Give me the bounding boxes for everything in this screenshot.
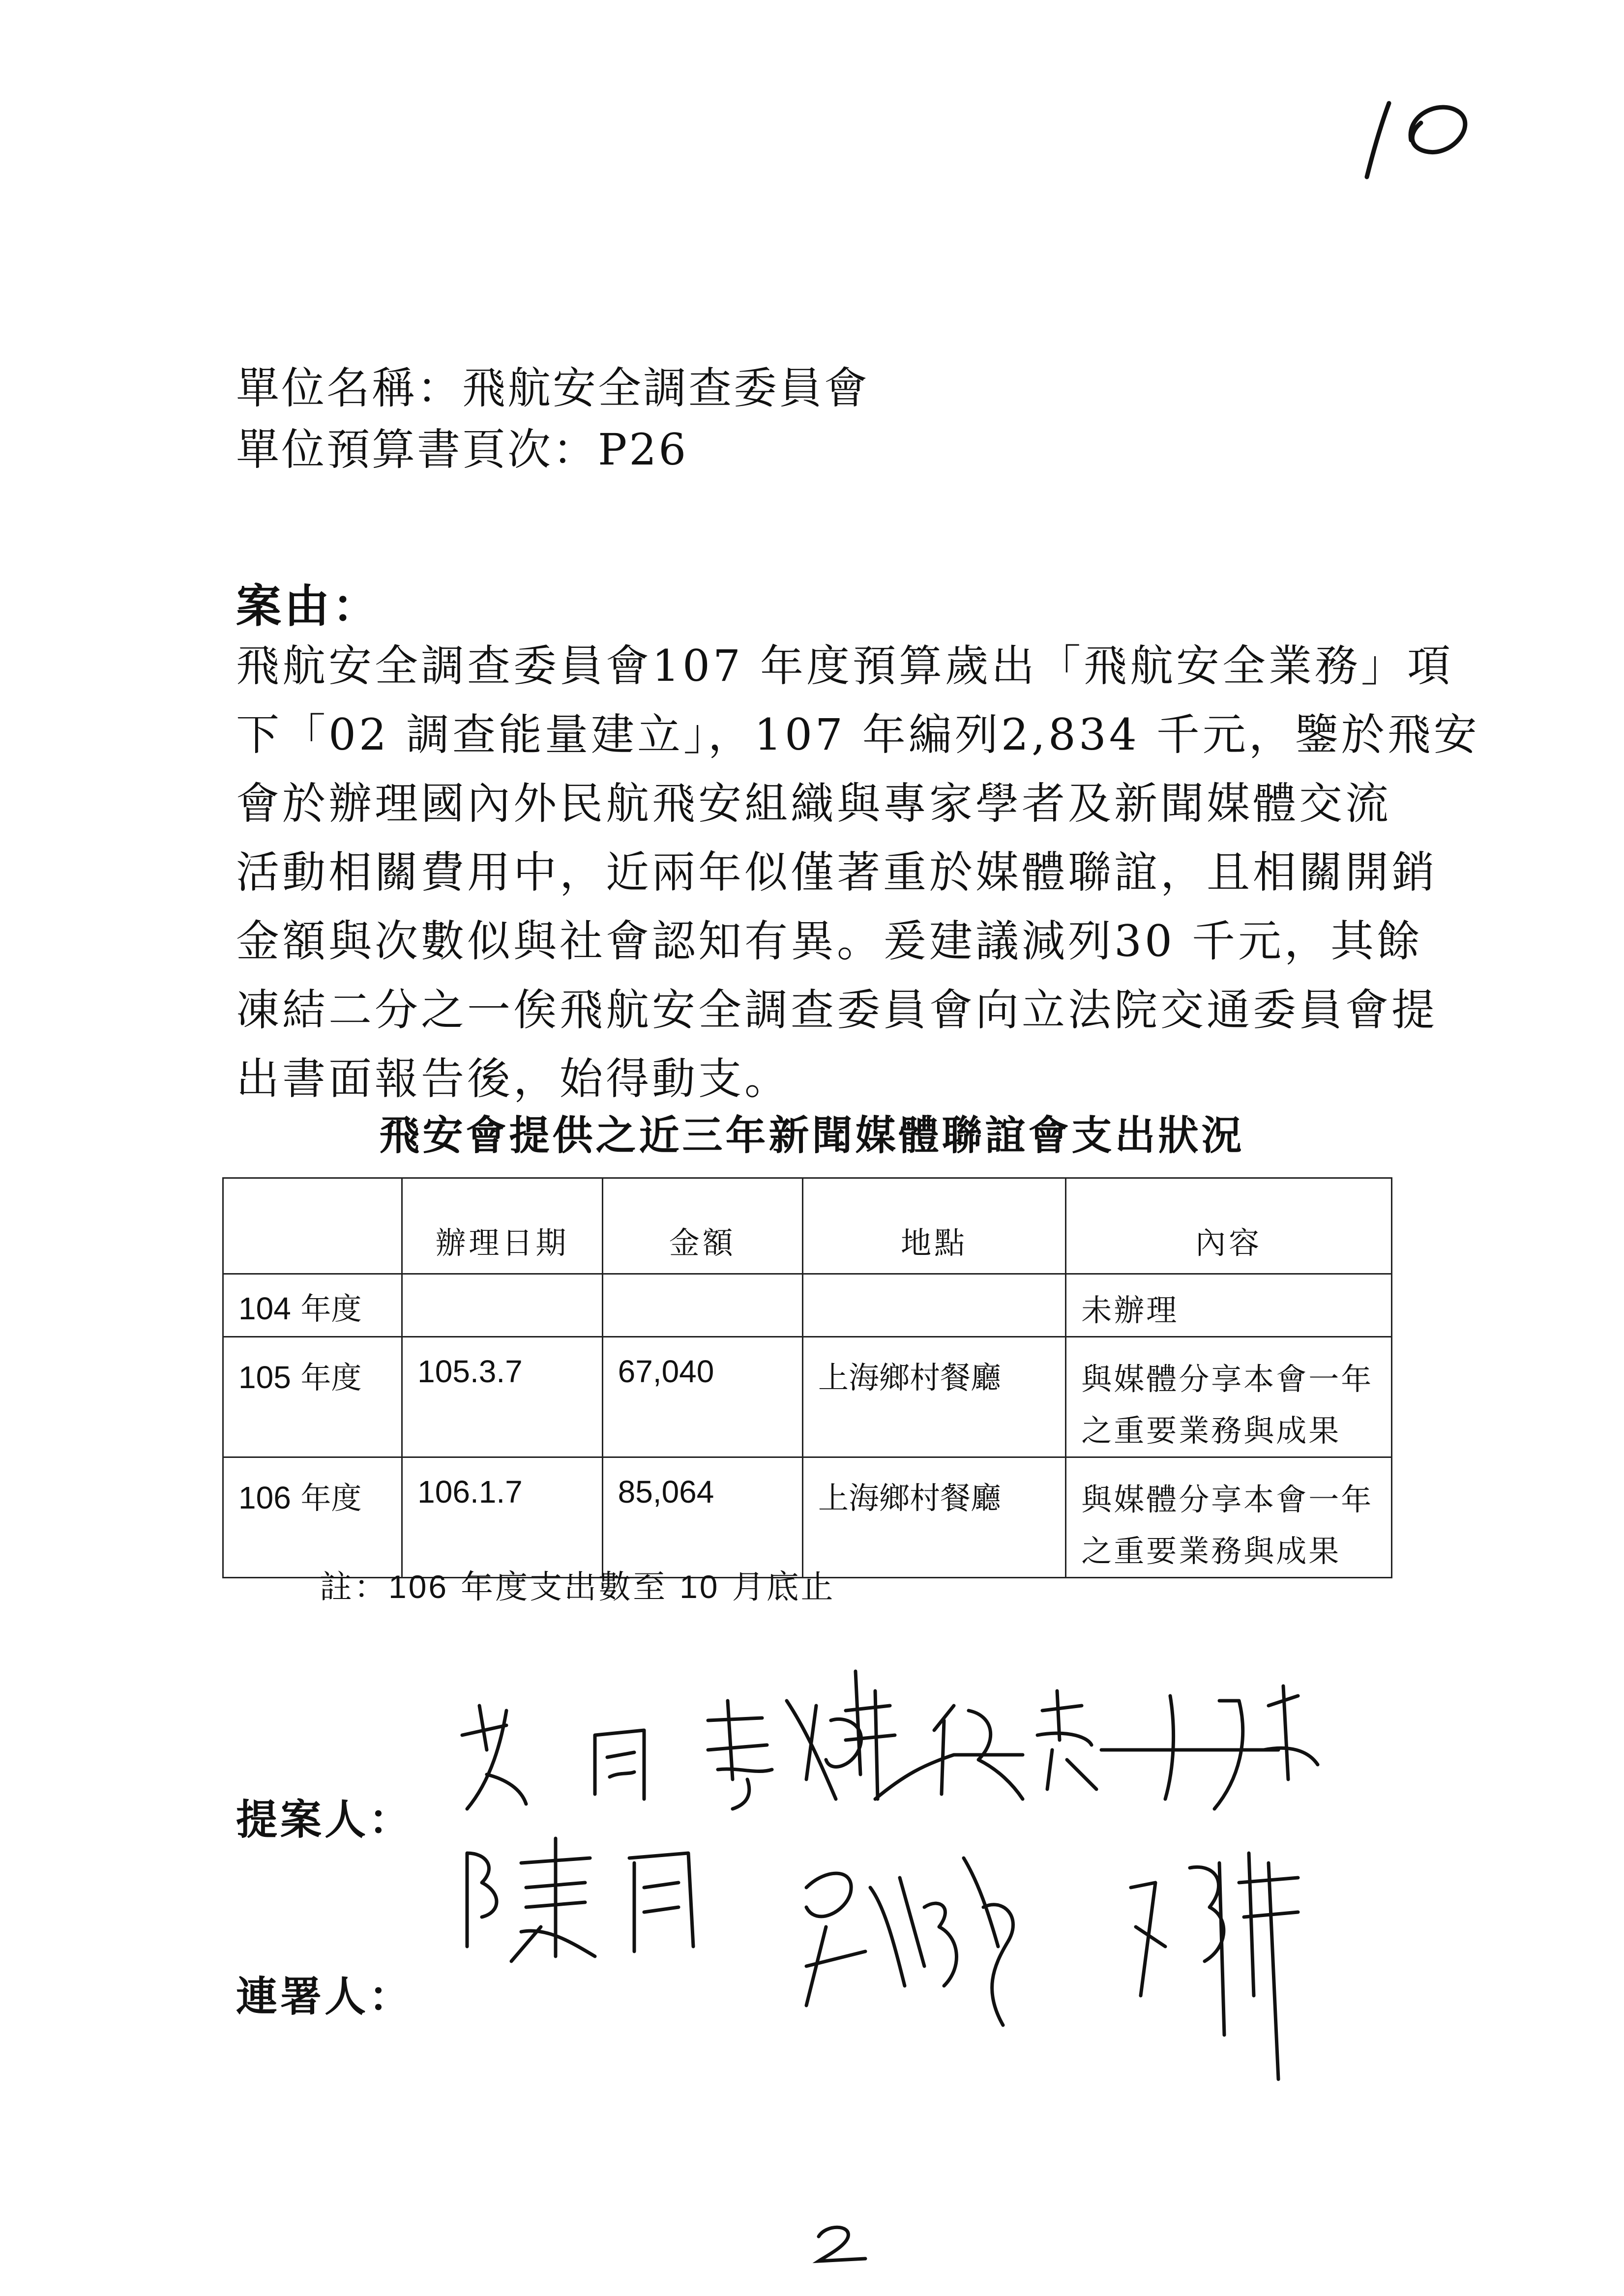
amount-cell	[602, 1274, 802, 1337]
year-suffix: 年度	[291, 1360, 362, 1395]
case-line: 飛航安全調查委員會107 年度預算歲出「飛航安全業務」項	[236, 640, 1453, 691]
amount-cell: 67,040	[602, 1337, 802, 1457]
date-cell: 106.1.7	[402, 1457, 602, 1578]
note-month: 10	[679, 1569, 720, 1605]
unit-name-line	[236, 354, 869, 416]
case-title: 案由：	[236, 580, 381, 633]
note-suffix: 月底止	[719, 1568, 835, 1606]
year-number: 106	[238, 1480, 291, 1515]
header-cell-date: 辦理日期	[402, 1178, 602, 1274]
year-number: 104	[238, 1291, 291, 1326]
place-cell	[802, 1274, 1065, 1337]
content-cell	[1066, 1337, 1392, 1457]
case-line: 出書面報告後，始得動支。	[236, 1053, 791, 1104]
content-line: 未辦理	[1081, 1292, 1179, 1328]
content-line: 之重要業務與成果	[1081, 1413, 1341, 1449]
table-row	[223, 1457, 1392, 1578]
handwritten-footer-number	[806, 2217, 875, 2266]
year-cell	[223, 1274, 402, 1337]
case-line: 會於辦理國內外民航飛安組織與專家學者及新聞媒體交流	[236, 778, 1392, 829]
table-header-row	[223, 1178, 1392, 1274]
year-cell	[223, 1457, 402, 1578]
signature-6	[1131, 1853, 1298, 2079]
header-cell-place: 地點	[802, 1178, 1065, 1274]
header-cell-content: 內容	[1066, 1178, 1392, 1274]
year-number: 105	[238, 1360, 291, 1395]
unit-page-value: P26	[598, 424, 688, 475]
note-prefix: 註：	[320, 1568, 388, 1606]
place-cell: 上海鄉村餐廳	[802, 1457, 1065, 1578]
unit-page-line	[236, 415, 688, 477]
signature-2	[708, 1671, 1023, 1809]
year-cell	[223, 1337, 402, 1457]
note-year: 106	[388, 1569, 449, 1605]
unit-name-value: 飛航安全調查委員會	[462, 363, 870, 413]
date-cell	[402, 1274, 602, 1337]
case-line: 金額與次數似與社會認知有異。爰建議減列30 千元，其餘	[236, 916, 1423, 966]
case-line: 下「02 調查能量建立」，107 年編列2,834 千元，鑒於飛安	[236, 709, 1480, 760]
table-row	[223, 1337, 1392, 1457]
table-row	[223, 1274, 1392, 1337]
date-cell: 105.3.7	[402, 1337, 602, 1457]
year-suffix: 年度	[291, 1480, 362, 1516]
signature-4	[467, 1838, 693, 1961]
content-cell	[1066, 1457, 1392, 1578]
content-line: 與媒體分享本會一年	[1081, 1482, 1374, 1517]
amount-cell: 85,064	[602, 1457, 802, 1578]
handwritten-page-number	[1347, 93, 1475, 182]
case-line: 凍結二分之一俟飛航安全調查委員會向立法院交通委員會提	[236, 985, 1438, 1035]
place-cell: 上海鄉村餐廳	[802, 1337, 1065, 1457]
case-body	[236, 632, 1480, 1113]
note-mid: 年度支出數至	[448, 1568, 680, 1606]
header-cell-amount: 金額	[602, 1178, 802, 1274]
proposer-label: 提案人：	[236, 1795, 413, 1844]
handwritten-signatures	[433, 1652, 1564, 2084]
expense-table	[222, 1177, 1392, 1578]
header-cell-empty	[223, 1178, 402, 1274]
signature-3	[934, 1686, 1318, 1809]
content-line: 之重要業務與成果	[1081, 1533, 1341, 1569]
year-suffix: 年度	[291, 1291, 362, 1327]
unit-page-label: 單位預算書頁次：	[236, 424, 598, 475]
signature-5	[806, 1858, 1013, 2025]
table-title: 飛安會提供之近三年新聞媒體聯誼會支出狀況	[379, 1112, 1245, 1159]
content-line: 與媒體分享本會一年	[1081, 1361, 1374, 1397]
cosigner-label: 連署人：	[236, 1972, 413, 2021]
case-line: 活動相關費用中，近兩年似僅著重於媒體聯誼，且相關開銷	[236, 847, 1438, 898]
content-cell	[1066, 1274, 1392, 1337]
table-note	[320, 1561, 835, 1607]
unit-name-label: 單位名稱：	[236, 363, 463, 413]
signature-1	[462, 1706, 644, 1809]
